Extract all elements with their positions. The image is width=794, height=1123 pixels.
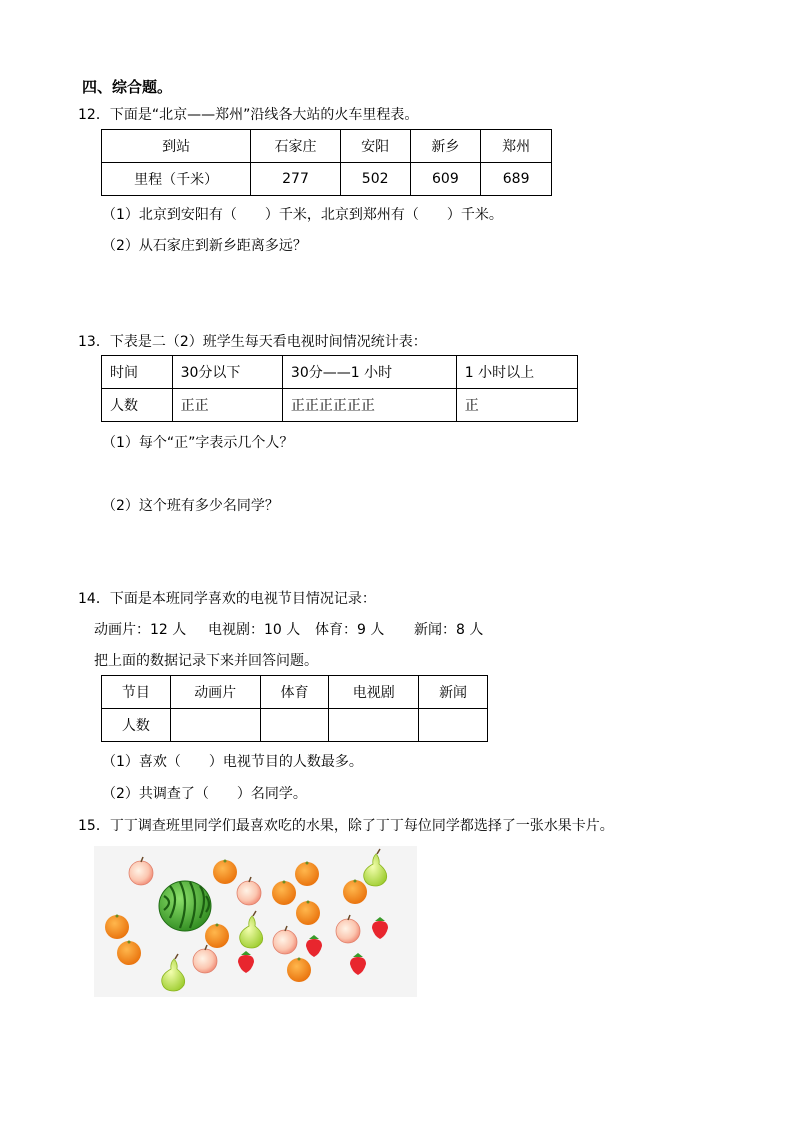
- question-12-table: [101, 129, 552, 196]
- orange-icon: [205, 924, 229, 949]
- apple-icon: [273, 926, 297, 954]
- table-row: [102, 389, 578, 422]
- blank-cell[interactable]: [260, 709, 329, 742]
- strawberry-icon: [306, 935, 322, 957]
- watermelon-icon: [159, 881, 211, 931]
- table-cell: 人数: [102, 709, 171, 742]
- question-12-sub1: （1）北京到安阳有（ ）千米，北京到郑州有（ ）千米。: [102, 207, 503, 223]
- section-title: 四、综合题。: [82, 78, 173, 96]
- table-header-cell: 1 小时以上: [456, 356, 577, 389]
- question-13-sub1: （1）每个“正”字表示几个人？: [102, 435, 294, 451]
- question-12-sub2: （2）从石家庄到新乡距离多远？: [102, 238, 307, 254]
- table-row: [102, 356, 578, 389]
- table-cell: 人数: [102, 389, 173, 422]
- question-14-sub1: （1）喜欢（ ）电视节目的人数最多。: [102, 754, 363, 770]
- pear-icon: [240, 911, 263, 948]
- table-row: [102, 709, 488, 742]
- fruit-illustration: [94, 846, 417, 997]
- orange-icon: [287, 958, 311, 983]
- table-header-cell: 新乡: [410, 130, 481, 163]
- orange-icon: [295, 862, 319, 887]
- strawberry-icon: [350, 953, 366, 975]
- table-header-cell: 电视剧: [329, 676, 419, 709]
- blank-cell[interactable]: [170, 709, 260, 742]
- table-cell: 277: [251, 163, 341, 196]
- orange-icon: [343, 880, 367, 905]
- question-14-stem: 14．下面是本班同学喜欢的电视节目情况记录：: [78, 591, 376, 607]
- table-header-cell: 30分——1 小时: [282, 356, 456, 389]
- record-item: 电视剧：10 人: [208, 622, 301, 638]
- table-cell: 正正: [172, 389, 282, 422]
- pear-icon: [162, 954, 185, 991]
- question-13-sub2: （2）这个班有多少名同学？: [102, 498, 279, 514]
- fruit-cards-image: [94, 846, 417, 997]
- orange-icon: [117, 941, 141, 966]
- table-cell: 正: [456, 389, 577, 422]
- table-header-cell: 郑州: [481, 130, 552, 163]
- table-header-cell: 到站: [102, 130, 251, 163]
- orange-icon: [272, 881, 296, 906]
- record-item: 新闻：8 人: [414, 622, 484, 638]
- orange-icon: [296, 901, 320, 926]
- table-header-cell: 新闻: [419, 676, 488, 709]
- table-cell: 609: [410, 163, 481, 196]
- table-header-cell: 动画片: [170, 676, 260, 709]
- strawberry-icon: [238, 951, 254, 973]
- question-15-stem: 15．丁丁调查班里同学们最喜欢吃的水果，除了丁丁每位同学都选择了一张水果卡片。: [78, 818, 614, 834]
- strawberry-icon: [372, 917, 388, 939]
- table-row: [102, 163, 552, 196]
- apple-icon: [336, 915, 360, 943]
- apple-icon: [350, 909, 360, 919]
- question-14-instruction: 把上面的数据记录下来并回答问题。: [94, 653, 318, 669]
- question-14-table: [101, 675, 488, 742]
- apple-icon: [129, 857, 153, 885]
- table-header-cell: 节目: [102, 676, 171, 709]
- blank-cell[interactable]: [419, 709, 488, 742]
- table-header-cell: 石家庄: [251, 130, 341, 163]
- table-cell: 正正正正正正: [282, 389, 456, 422]
- orange-icon: [213, 860, 237, 885]
- table-cell: 里程（千米）: [102, 163, 251, 196]
- apple-icon: [193, 945, 217, 973]
- question-13-table: [101, 355, 578, 422]
- question-13-stem: 13．下表是二（2）班学生每天看电视时间情况统计表：: [78, 334, 427, 350]
- record-item: 动画片：12 人: [94, 622, 187, 638]
- blank-cell[interactable]: [329, 709, 419, 742]
- table-cell: 502: [340, 163, 410, 196]
- table-cell: 689: [481, 163, 552, 196]
- table-header-cell: 30分以下: [172, 356, 282, 389]
- table-row: [102, 676, 488, 709]
- table-header-cell: 体育: [260, 676, 329, 709]
- table-row: [102, 130, 552, 163]
- table-header-cell: 安阳: [340, 130, 410, 163]
- apple-icon: [237, 877, 261, 905]
- question-14-sub2: （2）共调查了（ ）名同学。: [102, 786, 307, 802]
- orange-icon: [105, 915, 129, 940]
- table-header-cell: 时间: [102, 356, 173, 389]
- record-item: 体育：9 人: [315, 622, 385, 638]
- question-12-stem: 12．下面是“北京——郑州”沿线各大站的火车里程表。: [78, 107, 419, 123]
- pear-icon: [364, 849, 387, 886]
